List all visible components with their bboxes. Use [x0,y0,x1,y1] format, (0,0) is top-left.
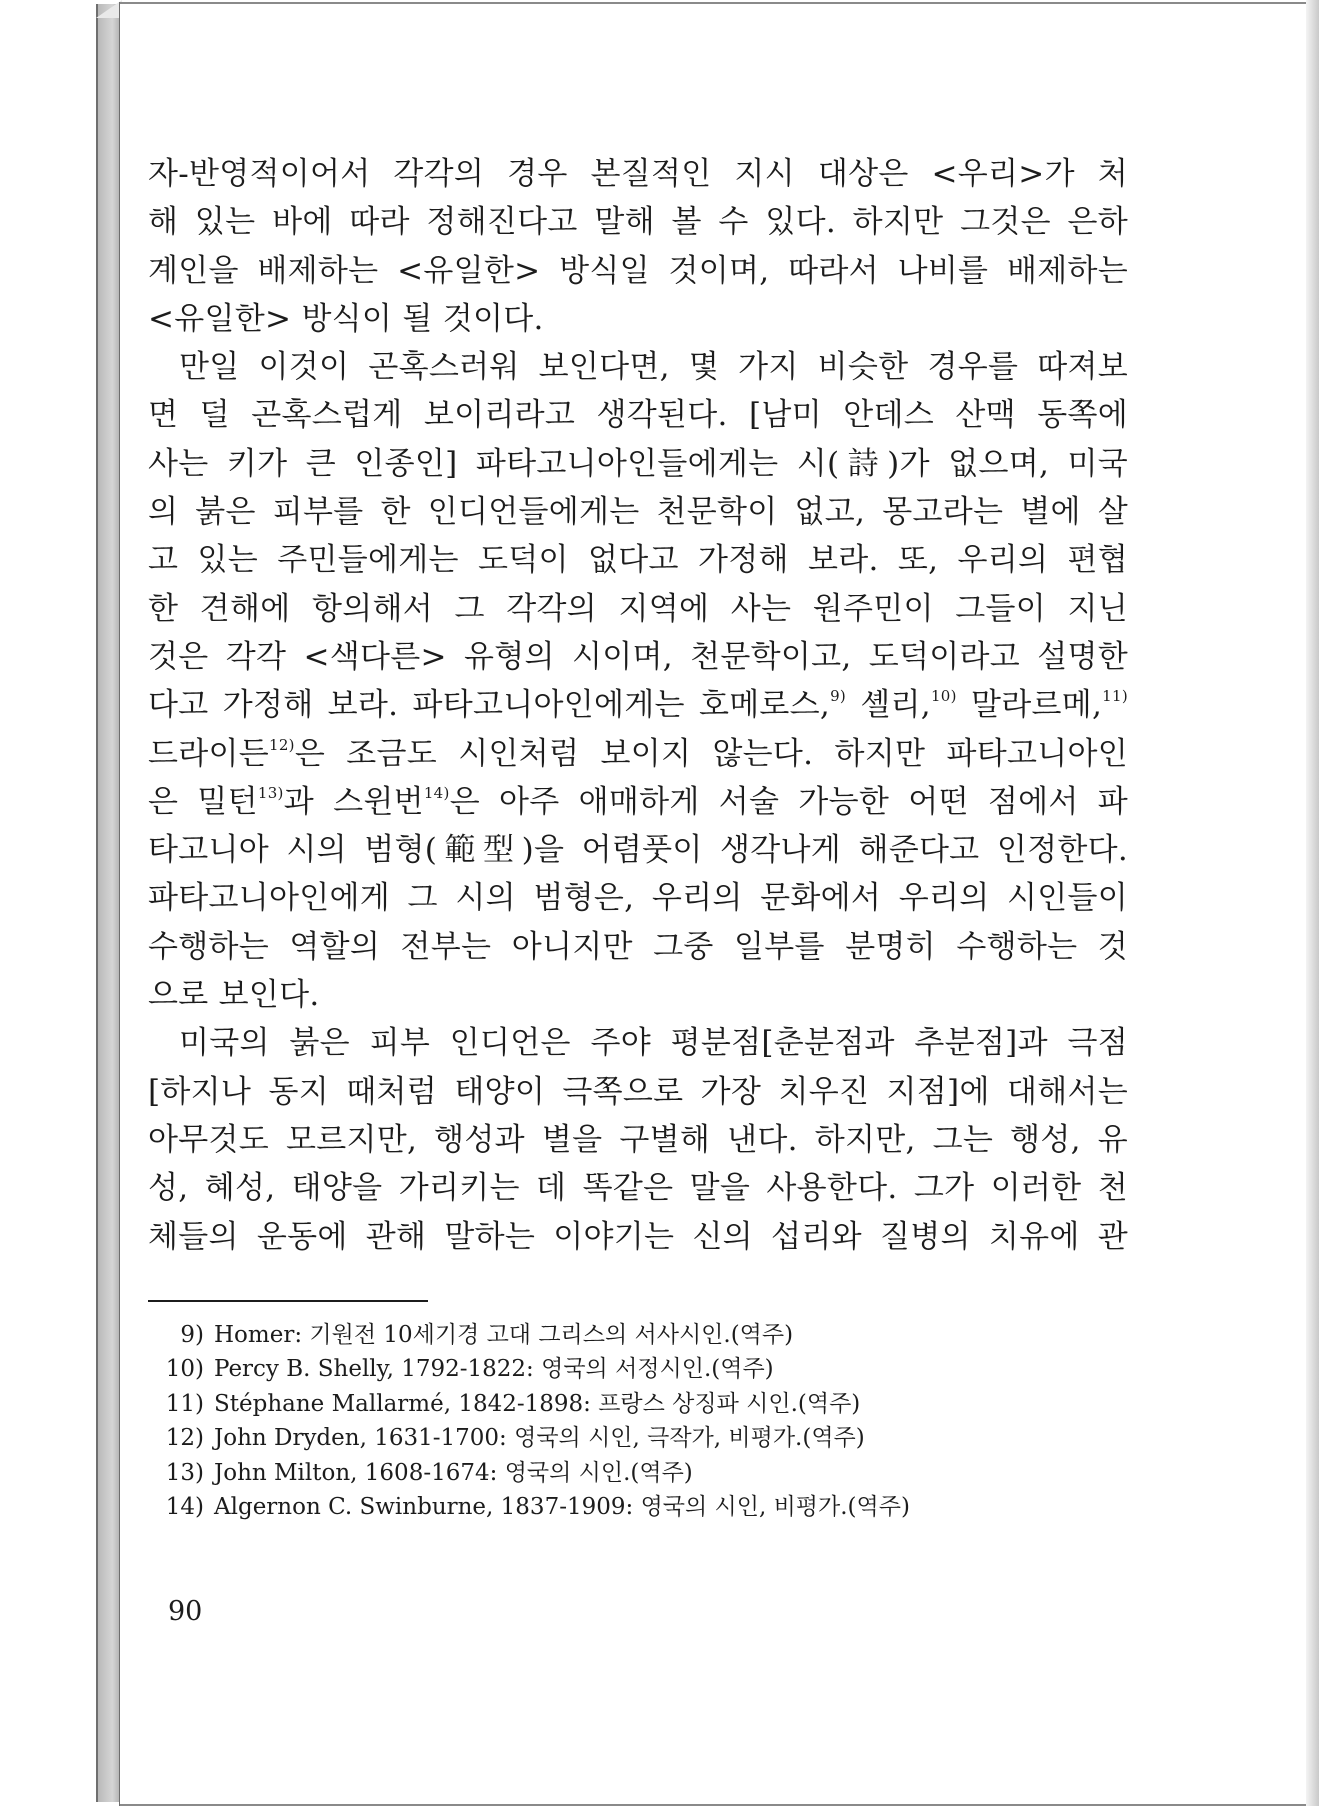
text-line: 것은 각각 <색다른> 유형의 시이며, 천문학이고, 도덕이라고 설명한 [148,638,1128,675]
text-line: 고 있는 주민들에게는 도덕이 없다고 가정해 보라. 또, 우리의 편협 [148,542,1128,579]
footnote-number: 13) [165,1459,204,1486]
text-line: 타고니아 시의 범형(範型)을 어렴풋이 생각나게 해준다고 인정한다. [148,832,1128,869]
footnote-number: 12) [165,1425,204,1452]
book-spine [96,4,122,1802]
footnote-number: 11) [165,1390,204,1417]
paragraph-3 [148,1019,1128,1260]
footnote-ref: 9) [830,687,847,706]
page-edge-shadow [1306,0,1319,1806]
text-line: 한 견해에 항의해서 그 각각의 지역에 사는 원주민이 그들이 지닌 [148,590,1128,627]
footnotes [158,1318,1118,1524]
footnote-text: John Milton, 1608-1674: 영국의 시인.(역주) [214,1459,693,1486]
text-line: 면 덜 곤혹스럽게 보이리라고 생각된다. [남미 안데스 산맥 동쪽에 [148,397,1128,434]
text-line: 미국의 붉은 피부 인디언은 주야 평분점[춘분점과 추분점]과 극점 [179,1025,1128,1062]
text-line: [하지나 동지 때처럼 태양이 극쪽으로 가장 치우진 지점]에 대해서는 [148,1073,1128,1110]
text-line: 수행하는 역할의 전부는 아니지만 그중 일부를 분명히 수행하는 것 [148,928,1128,965]
footnote-ref: 10) [930,687,957,706]
text-line: 의 붉은 피부를 한 인디언들에게는 천문학이 없고, 몽고라는 별에 살 [148,494,1128,531]
footnote [158,1318,1118,1352]
text-line: 파타고니아인에게 그 시의 범형은, 우리의 문화에서 우리의 시인들이 [148,880,1128,917]
text-line: 성, 혜성, 태양을 가리키는 데 똑같은 말을 사용한다. 그가 이러한 천 [148,1170,1128,1207]
footnote-divider [148,1300,428,1302]
page-number: 90 [168,1596,203,1627]
text-line: 아무것도 모르지만, 행성과 별을 구별해 낸다. 하지만, 그는 행성, 유 [148,1121,1128,1158]
text-line: 드라이든$^{12)}$은 조금도 시인처럼 보이지 않는다. 하지만 파타고니아인 [148,735,1128,772]
footnote-ref: 13) [257,783,284,802]
body-text [148,150,1128,1261]
footnote-ref: 14) [423,783,450,802]
footnote-number: 14) [165,1494,204,1521]
footnote-text: Algernon C. Swinburne, 1837-1909: 영국의 시인, 비평가.(역주) [214,1494,910,1521]
text-line: <유일한> 방식이 될 것이다. [148,300,544,337]
text-line: 으로 보인다. [148,977,320,1014]
footnote [158,1387,1118,1421]
footnote-text: Stéphane Mallarmé, 1842-1898: 프랑스 상징파 시인.(역주) [214,1390,861,1417]
paragraph-2 [148,343,1128,1019]
text-line: 계인을 배제하는 <유일한> 방식일 것이며, 따라서 나비를 배제하는 [148,252,1128,289]
text-line: 만일 이것이 곤혹스러워 보인다면, 몇 가지 비슷한 경우를 따져보 [179,349,1128,386]
text-line: 자-반영적이어서 각각의 경우 본질적인 지시 대상은 <우리>가 처 [148,156,1128,192]
footnote-text: Percy B. Shelly, 1792-1822: 영국의 서정시인.(역주) [214,1356,774,1383]
footnote [158,1456,1118,1490]
text-line: 다고 가정해 보라. 파타고니아인에게는 호메로스,$^{9)}$ 셸리,$^{10)}$ 말라르메,$^{11)}$ [148,687,1129,724]
text-line: 사는 키가 큰 인종인] 파타고니아인들에게는 시(詩)가 없으며, 미국 [148,445,1128,482]
text-line: 은 밀턴$^{13)}$과 스윈번$^{14)}$은 아주 애매하게 서술 가능한 어떤 점에서 파 [148,783,1128,820]
text-line: 체들의 운동에 관해 말하는 이야기는 신의 섭리와 질병의 치유에 관 [148,1218,1128,1255]
footnote-number: 10) [165,1356,204,1383]
footnote-text: Homer: 기원전 10세기경 고대 그리스의 서사시인.(역주) [214,1322,794,1348]
text-line: 해 있는 바에 따라 정해진다고 말해 볼 수 있다. 하지만 그것은 은하 [148,204,1128,241]
paragraph-1 [148,150,1128,343]
footnote-text: John Dryden, 1631-1700: 영국의 시인, 극작가, 비평가.(역주) [214,1425,865,1452]
footnote [158,1352,1118,1386]
footnote-ref: 11) [1102,687,1129,706]
footnote [158,1490,1118,1524]
footnote-number: 9) [180,1322,204,1348]
footnote [158,1421,1118,1455]
footnote-ref: 12) [268,735,295,754]
